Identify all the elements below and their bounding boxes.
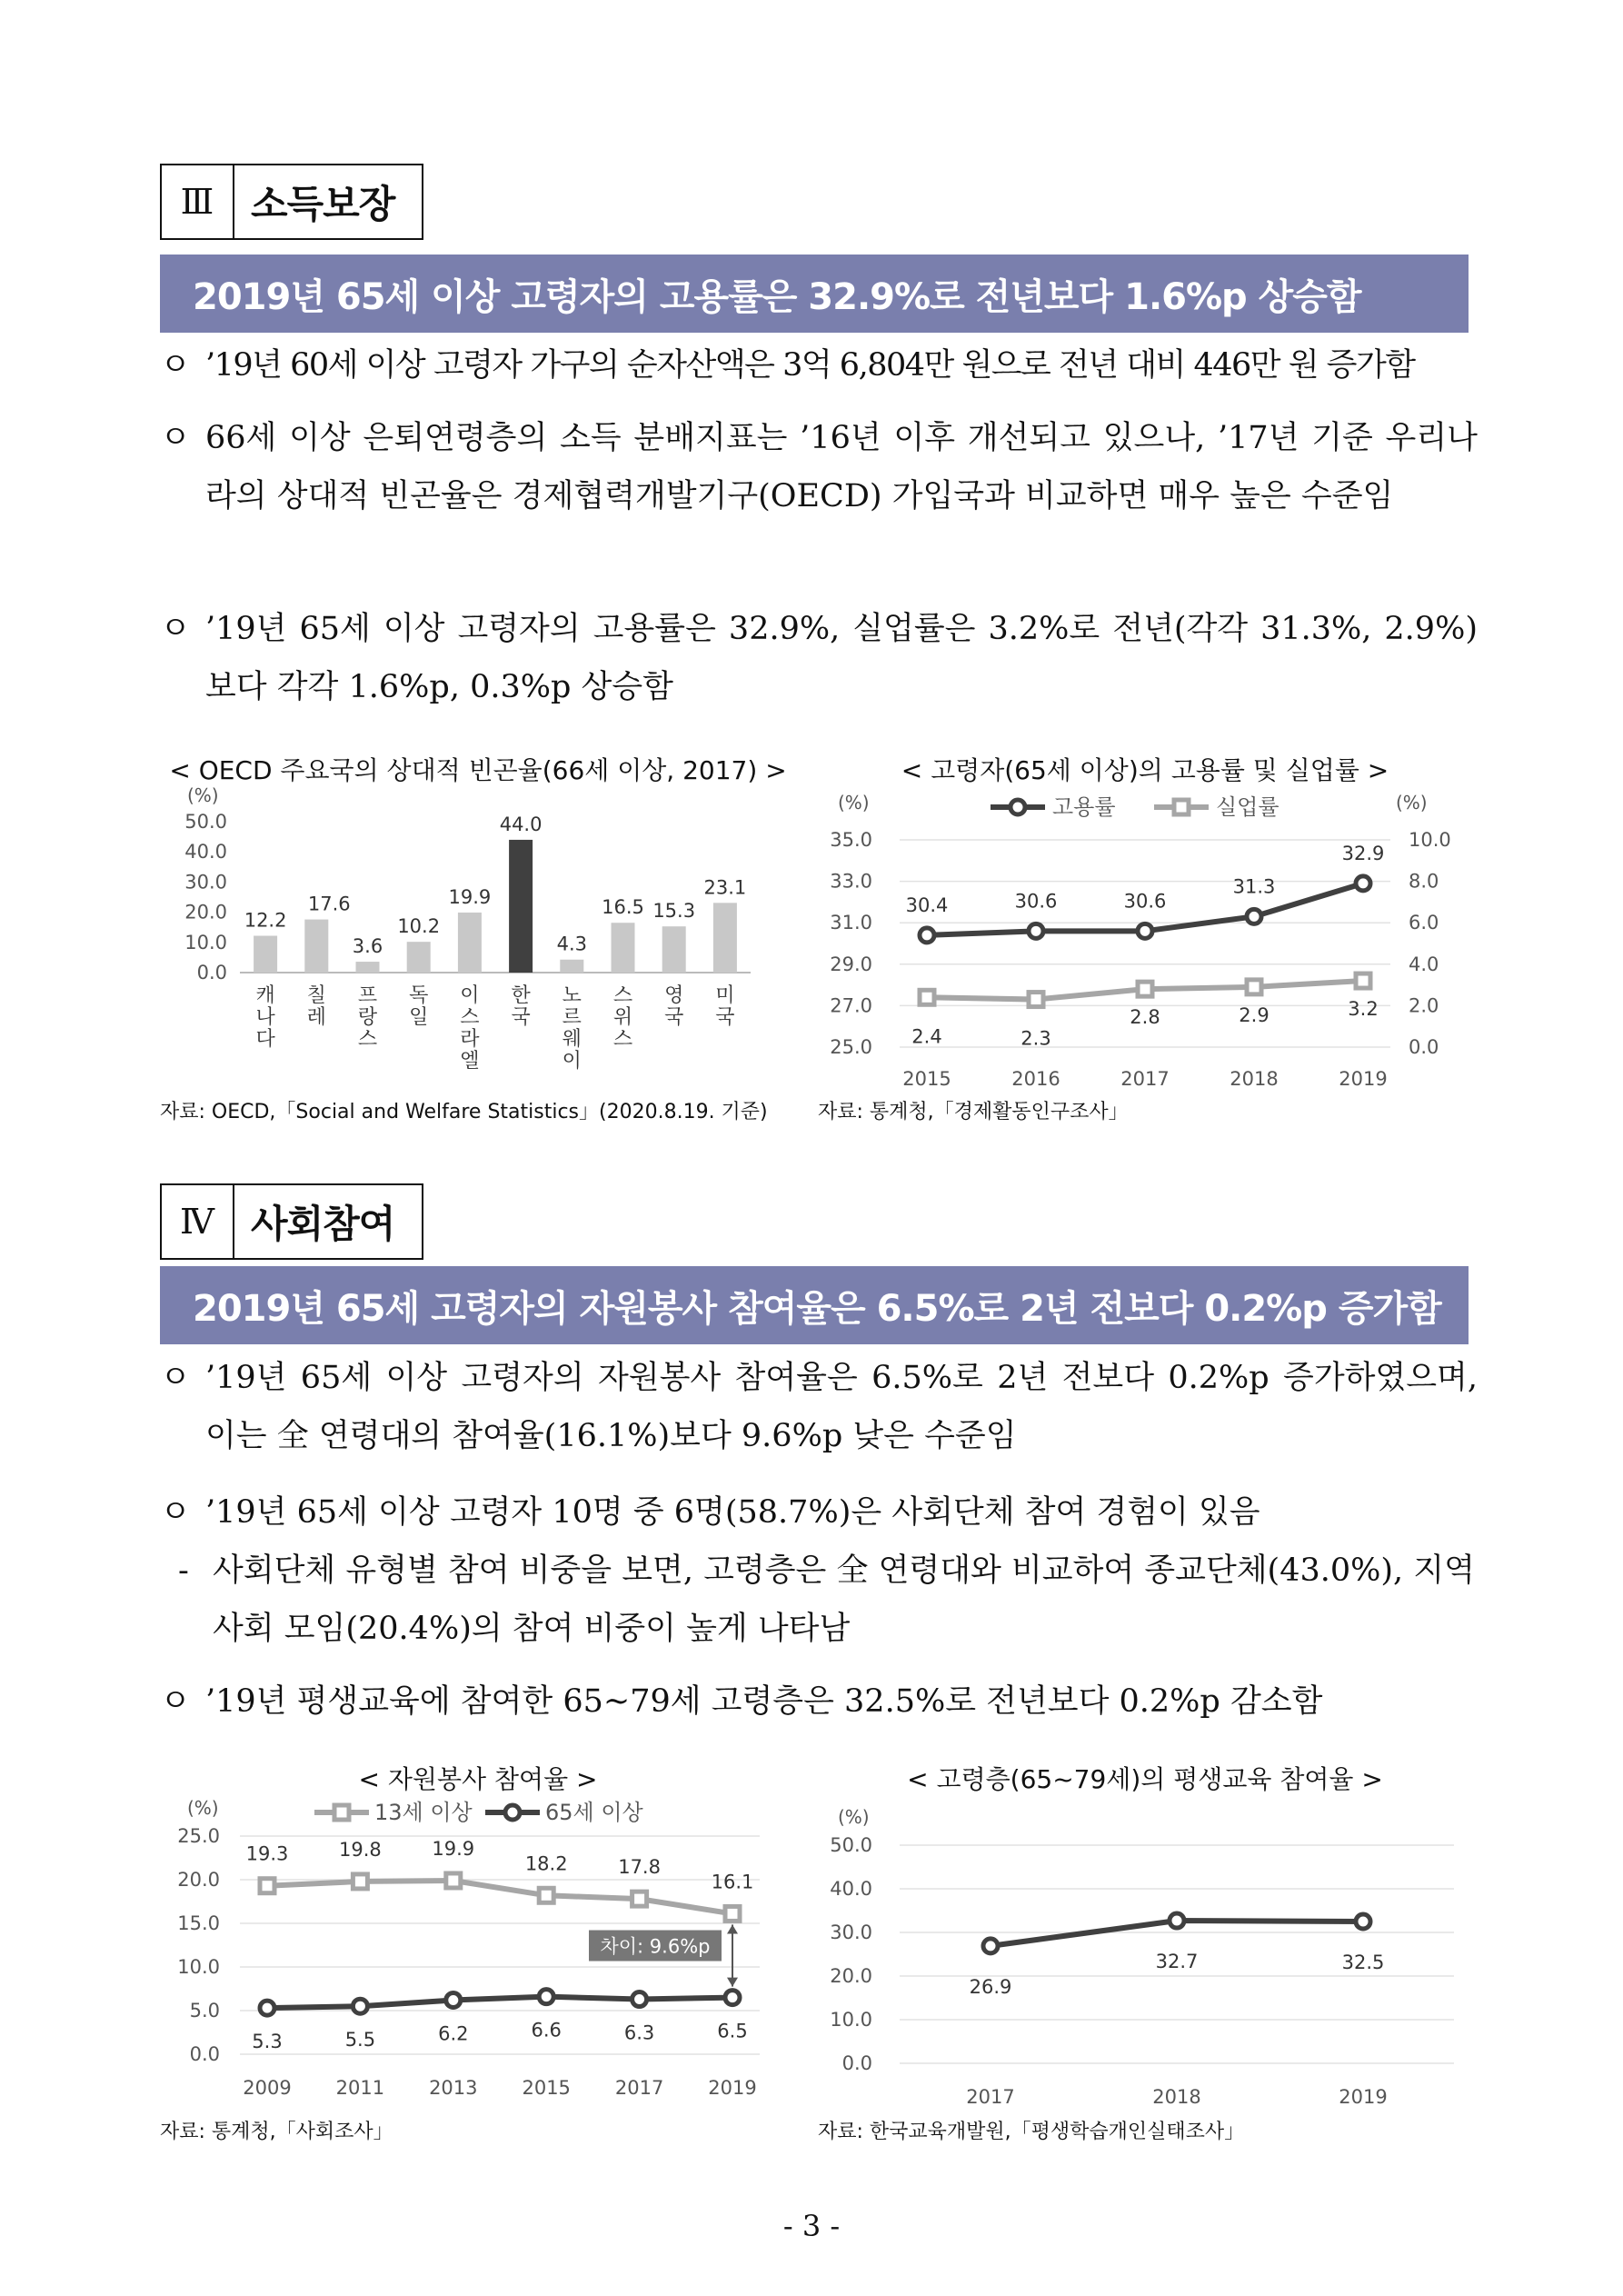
chart2-ytick-left: 27.0 — [830, 994, 872, 1017]
chart2-xtick: 2016 — [1011, 1068, 1060, 1090]
chart1-category-label: 르 — [562, 1006, 582, 1029]
chart1-category-label: 레 — [306, 1006, 326, 1029]
chart1-bar — [356, 962, 380, 973]
chart4-point-education — [1356, 1914, 1370, 1929]
chart2-ytick-left: 31.0 — [830, 912, 872, 934]
chart1-category-label: 스 — [460, 1006, 480, 1029]
chart1-category-label: 랑 — [357, 1006, 378, 1029]
chart3-source: 자료: 통계청,「사회조사」 — [160, 2121, 393, 2143]
bullet-mark: ㅇ — [160, 1683, 191, 1720]
section3-number: Ⅲ — [162, 165, 234, 238]
chart1-ytick-label: 10.0 — [184, 931, 227, 953]
chart3-ytick-label: 0.0 — [189, 2043, 220, 2065]
chart4-ytick-label: 10.0 — [830, 2009, 872, 2031]
chart2-point-unemployment — [1029, 993, 1043, 1007]
chart3-label-65plus: 5.3 — [252, 2031, 283, 2053]
chart3-ytick-label: 10.0 — [177, 1956, 220, 1978]
chart3-ytick-label: 5.0 — [189, 2000, 220, 2021]
chart2-point-employment — [920, 928, 934, 943]
chart4-ytick-label: 30.0 — [830, 1922, 872, 1943]
chart3-point-65plus — [446, 1992, 461, 2007]
chart4-title: < 고령층(65~79세)의 평생교육 참여율 > — [907, 1764, 1383, 1794]
chart1-bar — [304, 920, 328, 973]
chart2-ytick-left: 33.0 — [830, 870, 872, 893]
chart4-label-education: 26.9 — [969, 1975, 1012, 1998]
section3-headline: 2019년 65세 이상 고령자의 고용률은 32.9%로 전년보다 1.6%p 상승함 — [160, 255, 1469, 333]
chart4-ytick-label: 0.0 — [841, 2052, 872, 2074]
chart2-legend-marker-unemployment — [1174, 800, 1189, 814]
section4-number: Ⅳ — [162, 1185, 234, 1258]
section3-bullet-2 — [160, 409, 1478, 584]
dash-text: 사회단체 유형별 참여 비중을 보면, 고령층은 全 연령대와 비교하여 종교단체(43.0%), 지역사회 모임(20.4%)의 참여 비중이 높게 나타남 — [213, 1552, 1475, 1647]
chart1-bar-value: 10.2 — [397, 915, 441, 938]
chart3-point-65plus — [725, 1991, 740, 2005]
chart3-xtick: 2009 — [243, 2077, 292, 2099]
chart3-gap-annotation: 차이: 9.6%p — [600, 1935, 711, 1958]
section4-bullet-1 — [160, 1349, 1478, 1465]
chart1-bar-value: 15.3 — [652, 900, 696, 923]
chart3-ytick-label: 15.0 — [177, 1912, 220, 1934]
chart2-point-employment — [1356, 876, 1370, 891]
chart2-title: < 고령자(65세 이상)의 고용률 및 실업률 > — [901, 755, 1389, 785]
chart4-education-line — [818, 1791, 1472, 2118]
chart2-point-unemployment — [920, 990, 934, 1004]
chart2-label-unemployment: 3.2 — [1348, 998, 1379, 1021]
chart2-label-employment: 31.3 — [1232, 875, 1276, 898]
chart1-ytick-label: 20.0 — [184, 901, 227, 923]
chart3-gap-arrowhead-bottom — [727, 1978, 738, 1987]
chart3-label-65plus: 6.2 — [438, 2022, 469, 2045]
chart1-category-label: 라 — [460, 1028, 480, 1051]
section4-bullet-2 — [160, 1483, 1478, 1542]
chart1-ylabel: (%) — [187, 784, 219, 806]
chart2-point-employment — [1247, 909, 1261, 923]
chart1-category-label: 위 — [612, 1006, 633, 1029]
bullet-text: ’19년 65세 이상 고령자 10명 중 6명(58.7%)은 사회단체 참여 경험이 있음 — [205, 1494, 1260, 1531]
chart4-label-education: 32.7 — [1155, 1951, 1199, 1973]
chart3-gap-arrowhead-top — [727, 1924, 738, 1933]
chart1-category-label: 칠 — [306, 984, 326, 1007]
chart1-source: 자료: OECD,「Social and Welfare Statistics」(2020.8.19. 기준) — [160, 1101, 768, 1123]
chart3-legend-13plus: 13세 이상 — [374, 1800, 473, 1825]
chart3-xtick: 2013 — [429, 2077, 478, 2099]
section3-title: 소득보장 — [251, 182, 395, 226]
chart2-ytick-right: 4.0 — [1409, 953, 1439, 975]
chart1-bar-value: 19.9 — [448, 885, 492, 908]
chart3-label-65plus: 6.6 — [531, 2019, 562, 2041]
chart2-label-unemployment: 2.9 — [1239, 1003, 1270, 1026]
chart3-ylabel: (%) — [187, 1797, 219, 1819]
chart3-point-13plus — [260, 1879, 274, 1893]
chart2-label-employment: 32.9 — [1341, 842, 1385, 864]
chart3-xtick: 2017 — [614, 2077, 664, 2099]
chart3-label-65plus: 5.5 — [344, 2029, 376, 2051]
chart2-ytick-right: 10.0 — [1409, 829, 1451, 851]
chart3-point-65plus — [260, 2001, 274, 2015]
chart3-title: < 자원봉사 참여율 > — [358, 1764, 598, 1794]
chart2-label-employment: 30.6 — [1123, 890, 1167, 913]
chart1-category-label: 이 — [460, 984, 480, 1007]
chart3-point-65plus — [353, 1999, 367, 2013]
chart3-legend-65plus: 65세 이상 — [545, 1800, 643, 1825]
chart3-ytick-label: 25.0 — [177, 1825, 220, 1847]
chart2-label-employment: 30.4 — [905, 893, 949, 916]
chart1-category-label: 미 — [715, 984, 735, 1007]
chart3-line-13plus — [267, 1881, 732, 1913]
chart1-category-label: 영 — [664, 984, 684, 1007]
chart3-point-13plus — [632, 1892, 647, 1906]
chart3-point-13plus — [353, 1874, 367, 1889]
chart2-label-employment: 30.6 — [1014, 890, 1058, 913]
chart3-label-65plus: 6.3 — [623, 2021, 655, 2044]
chart1-category-label: 스 — [612, 984, 633, 1007]
chart4-point-education — [1170, 1913, 1184, 1928]
section3-heading — [160, 164, 423, 240]
chart4-label-education: 32.5 — [1341, 1952, 1385, 1973]
chart1-bar-value: 16.5 — [602, 896, 644, 919]
page-number: - 3 - — [782, 2209, 841, 2243]
bullet-mark: ㅇ — [160, 420, 191, 456]
chart3-point-65plus — [632, 1992, 647, 2007]
chart3-label-13plus: 19.3 — [245, 1842, 289, 1865]
chart2-legend-unemployment: 실업률 — [1216, 794, 1279, 820]
chart2-point-employment — [1029, 923, 1043, 938]
chart4-source: 자료: 한국교육개발원,「평생학습개인실태조사」 — [818, 2121, 1245, 2143]
chart4-xtick: 2017 — [966, 2086, 1015, 2108]
chart2-xtick: 2019 — [1339, 1068, 1388, 1090]
chart3-label-65plus: 6.5 — [717, 2020, 748, 2042]
chart1-bar-value: 3.6 — [352, 935, 383, 958]
section3-bullet-1 — [160, 336, 1478, 394]
chart1-bar — [662, 926, 686, 973]
chart1-category-label: 국 — [511, 1006, 531, 1029]
bullet-mark: ㅇ — [160, 347, 191, 384]
chart1-bar — [407, 942, 431, 973]
chart3-label-13plus: 19.8 — [339, 1838, 382, 1861]
chart2-label-unemployment: 2.8 — [1130, 1006, 1160, 1029]
chart1-category-label: 스 — [612, 1028, 633, 1051]
chart1-bar-value: 44.0 — [499, 813, 543, 835]
chart1-bar — [713, 903, 737, 973]
chart2-ylabel-left: (%) — [838, 792, 870, 814]
chart1-bar-value: 4.3 — [556, 933, 588, 955]
bullet-mark: ㅇ — [160, 1360, 191, 1396]
chart1-title: < OECD 주요국의 상대적 빈곤율(66세 이상, 2017) > — [169, 755, 787, 785]
section3-bullet-3 — [160, 600, 1478, 716]
chart2-ylabel-right: (%) — [1396, 792, 1428, 814]
bullet-mark: ㅇ — [160, 611, 191, 647]
chart1-ytick-label: 0.0 — [196, 962, 227, 983]
chart2-ytick-right: 6.0 — [1409, 912, 1439, 934]
chart3-legend-marker-65plus — [505, 1805, 520, 1820]
chart4-point-education — [983, 1939, 998, 1953]
chart3-xtick: 2015 — [522, 2077, 571, 2099]
chart1-bar — [560, 960, 583, 973]
chart1-bar-value: 23.1 — [703, 876, 747, 899]
chart2-employment-line — [818, 782, 1472, 1091]
bullet-text: 66세 이상 은퇴연령층의 소득 분배지표는 ’16년 이후 개선되고 있으나, ’17년 기준 우리나라의 상대적 빈곤율은 경제협력개발기구(OECD) 가입국과 비교하면 매우 높은 수준임 — [205, 420, 1478, 514]
chart1-category-label: 국 — [664, 1006, 684, 1029]
section4-heading — [160, 1183, 423, 1260]
chart1-bar-value: 12.2 — [244, 909, 287, 932]
chart4-ytick-label: 40.0 — [830, 1878, 872, 1900]
chart2-xtick: 2017 — [1120, 1068, 1170, 1090]
chart2-point-employment — [1138, 923, 1152, 938]
chart4-ytick-label: 20.0 — [830, 1965, 872, 1987]
chart2-xtick: 2018 — [1230, 1068, 1279, 1090]
chart1-category-label: 이 — [562, 1050, 582, 1073]
chart4-xtick: 2019 — [1339, 2086, 1388, 2108]
chart3-point-65plus — [539, 1990, 553, 2004]
chart2-ytick-right: 2.0 — [1409, 994, 1439, 1017]
chart1-category-label: 웨 — [562, 1028, 582, 1051]
chart3-label-13plus: 17.8 — [618, 1856, 661, 1879]
chart1-ytick-label: 30.0 — [184, 871, 227, 893]
bullet-text: ’19년 65세 이상 고령자의 고용률은 32.9%, 실업률은 3.2%로 전년(각각 31.3%, 2.9%)보다 각각 1.6%p, 0.3%p 상승함 — [205, 611, 1478, 705]
chart2-ytick-left: 25.0 — [830, 1036, 872, 1058]
chart1-category-label: 스 — [357, 1028, 378, 1051]
chart3-label-13plus: 18.2 — [524, 1852, 568, 1875]
chart2-label-unemployment: 2.3 — [1021, 1027, 1051, 1050]
chart2-label-unemployment: 2.4 — [911, 1025, 942, 1048]
chart1-bar — [612, 923, 635, 973]
chart2-legend-employment: 고용률 — [1052, 794, 1116, 820]
chart2-point-unemployment — [1356, 973, 1370, 988]
chart2-point-unemployment — [1138, 982, 1152, 996]
chart1-category-label: 한 — [511, 984, 531, 1007]
chart3-legend-marker-13plus — [334, 1805, 349, 1820]
bullet-text: ’19년 65세 이상 고령자의 자원봉사 참여율은 6.5%로 2년 전보다 0.2%p 증가하였으며, 이는 全 연령대의 참여율(16.1%)보다 9.6%p 낮은 수준임 — [205, 1360, 1478, 1454]
chart4-ytick-label: 50.0 — [830, 1834, 872, 1856]
chart2-ytick-left: 35.0 — [830, 829, 872, 851]
chart2-source: 자료: 통계청,「경제활동인구조사」 — [818, 1101, 1129, 1123]
chart1-category-label: 나 — [255, 1006, 275, 1029]
section4-title: 사회참여 — [251, 1202, 395, 1246]
dash-mark: - — [178, 1552, 189, 1589]
chart3-label-13plus: 16.1 — [711, 1871, 754, 1893]
chart2-ytick-right: 0.0 — [1409, 1036, 1439, 1058]
chart2-ytick-right: 8.0 — [1409, 870, 1439, 893]
chart1-category-label: 다 — [255, 1028, 275, 1051]
chart2-legend-marker-employment — [1011, 800, 1025, 814]
chart1-bar — [254, 935, 277, 973]
chart1-category-label: 노 — [562, 984, 582, 1007]
section4-dash-item — [178, 1542, 1478, 1658]
chart1-ytick-label: 50.0 — [184, 811, 227, 833]
bullet-text: ’19년 60세 이상 고령자 가구의 순자산액은 3억 6,804만 원으로 전년 대비 446만 원 증가함 — [205, 347, 1415, 384]
chart2-xtick: 2015 — [902, 1068, 951, 1090]
bullet-mark: ㅇ — [160, 1494, 191, 1531]
section4-bullet-3 — [160, 1672, 1478, 1731]
chart1-ytick-label: 40.0 — [184, 841, 227, 863]
chart3-label-13plus: 19.9 — [432, 1837, 475, 1860]
chart2-point-unemployment — [1247, 980, 1261, 994]
chart3-xtick: 2019 — [708, 2077, 757, 2099]
chart4-ylabel: (%) — [838, 1806, 870, 1828]
chart2-ytick-left: 29.0 — [830, 953, 872, 975]
chart1-category-label: 독 — [409, 984, 429, 1007]
chart3-ytick-label: 20.0 — [177, 1869, 220, 1891]
chart3-point-13plus — [446, 1873, 461, 1888]
chart1-bar-value: 17.6 — [307, 893, 351, 915]
section4-headline: 2019년 65세 고령자의 자원봉사 참여율은 6.5%로 2년 전보다 0.2%p 증가함 — [160, 1266, 1469, 1344]
chart1-category-label: 일 — [409, 1006, 429, 1029]
chart1-category-label: 국 — [715, 1006, 735, 1029]
chart3-volunteer-line — [160, 1791, 796, 2118]
chart3-point-13plus — [539, 1888, 553, 1902]
chart3-xtick: 2011 — [335, 2077, 385, 2099]
chart1-bar — [458, 913, 482, 973]
chart3-point-13plus — [725, 1906, 740, 1921]
chart1-category-label: 캐 — [255, 984, 275, 1007]
bullet-text: ’19년 평생교육에 참여한 65~79세 고령층은 32.5%로 전년보다 0.2%p 감소함 — [205, 1683, 1323, 1720]
chart3-line-65plus — [267, 1997, 732, 2008]
chart4-xtick: 2018 — [1152, 2086, 1201, 2108]
chart1-category-label: 엘 — [460, 1050, 480, 1073]
chart1-bar — [509, 840, 533, 973]
chart1-poverty-bar — [160, 782, 796, 1100]
chart1-category-label: 프 — [357, 984, 378, 1007]
